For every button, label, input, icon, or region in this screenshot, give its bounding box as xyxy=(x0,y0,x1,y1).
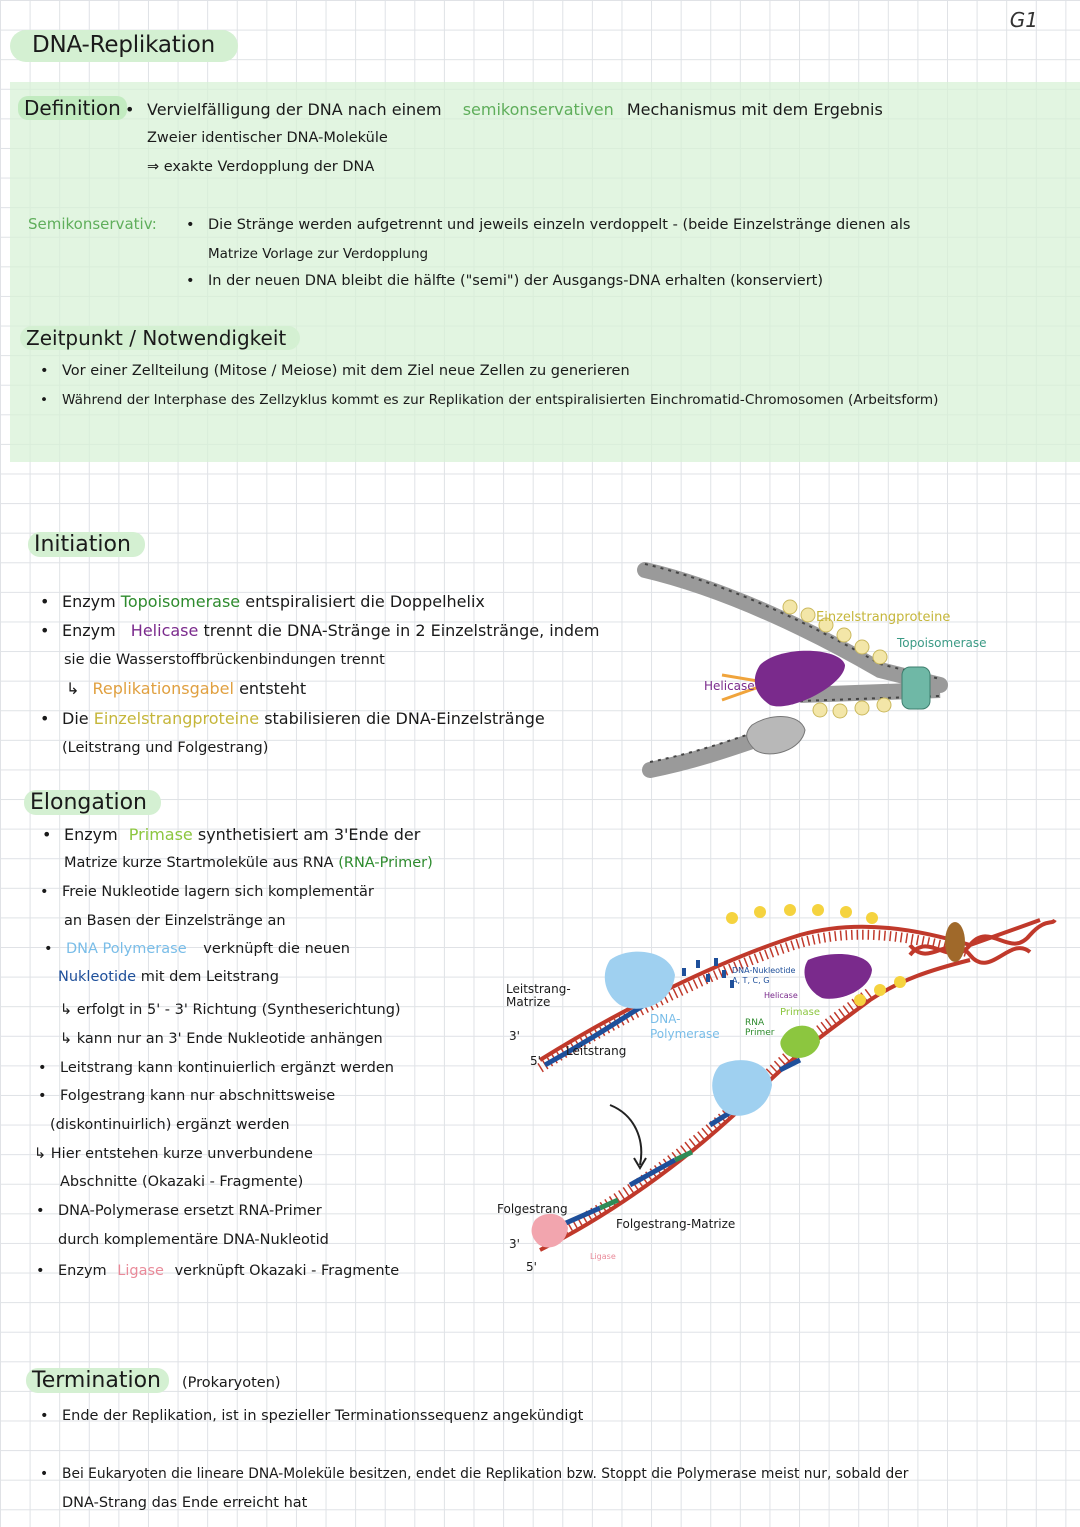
elongation-bullet-4: • Leitstrang kann kontinuierlich ergänzt werden xyxy=(60,1058,394,1078)
d2-ligase-label: Ligase xyxy=(590,1252,616,1261)
initiation-b3-c: stabilisieren die DNA-Einzelstränge xyxy=(264,709,545,728)
polymerase-top-shape xyxy=(605,952,675,1009)
elongation-b7-c: verknüpft Okazaki - Fragmente xyxy=(174,1263,400,1279)
termination-bullet-2: • Bei Eukaryoten die lineare DNA-Moleküle besitzen, endet die Replikation bzw. Stoppt die Polymerase meist nur, sobald der xyxy=(62,1464,908,1484)
definition-heading xyxy=(18,96,127,120)
d2-nukleotide-title: DNA-Nukleotide xyxy=(732,966,796,975)
elongation-bullet-3-line-2 xyxy=(58,967,279,987)
diagram1-einzelstrang-label: Einzelstrangproteine xyxy=(816,610,951,625)
elongation-bullet-3 xyxy=(66,939,350,959)
termination-bullet-2-line-2: DNA-Strang das Ende erreicht hat xyxy=(62,1495,308,1511)
arrow-icon: ↳ xyxy=(66,679,80,698)
d2-leitstrang-label: Leitstrang xyxy=(566,1044,627,1058)
definition-line-3: ⇒ exakte Verdopplung der DNA xyxy=(147,159,375,175)
elongation-heading xyxy=(24,790,161,815)
elongation-bullet-6: • DNA-Polymerase ersetzt RNA-Primer xyxy=(58,1201,322,1221)
initiation-b1-a: Enzym xyxy=(62,592,116,611)
topoisomerase-shape xyxy=(902,667,930,709)
definition-semikonservativ-term: semikonservativen xyxy=(462,100,614,119)
d2-five-prime-bottom: 5' xyxy=(526,1260,537,1274)
initiation-b3-a: Die xyxy=(62,709,89,728)
semikonservativ-label: Semikonservativ: xyxy=(28,215,157,233)
initiation-bullet-3-line-2: (Leitstrang und Folgestrang) xyxy=(62,740,269,756)
elongation-bullet-5: • Folgestrang kann nur abschnittsweise xyxy=(60,1086,335,1106)
definition-text-a: Vervielfälligung der DNA nach einem xyxy=(147,100,442,119)
elongation-bullet-6-line-2: durch komplementäre DNA-Nukleotid xyxy=(58,1232,329,1248)
initiation-b1-c: entspiralisiert die Doppelhelix xyxy=(245,592,485,611)
nukleotide-term: Nukleotide xyxy=(58,969,137,985)
d2-three-prime-bottom: 3' xyxy=(509,1237,520,1251)
polymerase-grey-shape xyxy=(747,717,805,754)
d2-primase-label: Primase xyxy=(780,1007,820,1018)
termination-label: Termination xyxy=(26,1368,169,1393)
elongation-sub-2: ↳ kann nur an 3' Ende Nukleotide anhängen xyxy=(60,1031,383,1047)
initiation-bullet-2-line-2: sie die Wasserstoffbrückenbindungen trennt xyxy=(64,652,385,668)
elongation-bullet-2: • Freie Nukleotide lagern sich komplementär xyxy=(62,882,374,902)
d2-three-prime-top: 3' xyxy=(509,1029,520,1043)
initiation-heading xyxy=(28,532,145,557)
semikonservativ-bullet-2: • In der neuen DNA bleibt die hälfte ("semi") der Ausgangs-DNA erhalten (konserviert) xyxy=(208,271,823,291)
initiation-label: Initiation xyxy=(28,532,145,557)
elongation-bullet-7 xyxy=(58,1261,399,1281)
elongation-b1-c: synthetisiert am 3'Ende der xyxy=(197,825,421,844)
elongation-diagram xyxy=(500,890,1060,1280)
d2-bases: A, T, C, G xyxy=(732,976,770,985)
elongation-sub-1: ↳ erfolgt in 5' - 3' Richtung (Syntheserichtung) xyxy=(60,1002,401,1018)
semikonservativ-bullet-1: • Die Stränge werden aufgetrennt und jeweils einzeln verdoppelt - (beide Einzelstränge dienen als xyxy=(208,215,910,235)
elongation-b1-line2-a: Matrize kurze Startmoleküle aus RNA xyxy=(64,855,334,871)
elongation-bullet-5-line-2: (diskontinuirlich) ergänzt werden xyxy=(50,1117,290,1133)
initiation-b2-c: trennt die DNA-Stränge in 2 Einzelstränge, indem xyxy=(203,621,600,640)
d2-dna-polymerase-label: DNA-Polymerase xyxy=(650,1012,720,1041)
replikationsgabel-term: Replikationsgabel xyxy=(92,679,234,698)
zeitpunkt-heading xyxy=(20,326,300,350)
elongation-bullet-1 xyxy=(64,824,420,846)
elongation-bullet-5-line-3: ↳ Hier entstehen kurze unverbundene xyxy=(34,1146,313,1162)
page-number: G1 xyxy=(1009,8,1038,32)
topoisomerase-shape xyxy=(945,922,965,962)
elongation-b1-a: Enzym xyxy=(64,825,118,844)
initiation-bullet-1 xyxy=(62,591,485,613)
d2-helicase-label: Helicase xyxy=(764,991,798,1000)
initiation-bullet-2 xyxy=(62,620,599,642)
primase-term: Primase xyxy=(128,825,193,844)
initiation-diagram xyxy=(640,555,980,805)
termination-suffix: (Prokaryoten) xyxy=(182,1375,281,1391)
elongation-b3-line2-b: mit dem Leitstrang xyxy=(140,969,279,985)
primase-shape xyxy=(780,1026,820,1058)
initiation-b2-line3-c: entsteht xyxy=(239,679,307,698)
d2-nukleotide-label xyxy=(732,966,795,986)
d2-rna-primer-label: RNA Primer xyxy=(745,1018,775,1038)
definition-line-1 xyxy=(147,99,883,121)
d2-folgestrang-matrize-label: Folgestrang-Matrize xyxy=(616,1217,736,1231)
termination-heading xyxy=(26,1368,281,1393)
semikonservativ-bullet-1-line-2: Matrize Vorlage zur Verdopplung xyxy=(208,246,429,262)
helicase-term: Helicase xyxy=(130,621,199,640)
termination-bullet-1: • Ende der Replikation, ist in spezieller Terminationssequenz angekündigt xyxy=(62,1406,583,1426)
page-title: DNA-Replikation xyxy=(32,32,215,58)
elongation-bullet-5-line-4: Abschnitte (Okazaki - Fragmente) xyxy=(60,1174,304,1190)
initiation-bullet-3 xyxy=(62,708,545,730)
zeitpunkt-bullet-2: • Während der Interphase des Zellzyklus kommt es zur Replikation der entspiralisierten Einchromatid-Chromosomen (Arbeitsform) xyxy=(62,390,938,410)
elongation-b7-a: Enzym xyxy=(58,1263,107,1279)
rna-primer-term: (RNA-Primer) xyxy=(338,855,433,871)
initiation-bullet-2-line-3 xyxy=(66,678,306,700)
definition-line-2: Zweier identischer DNA-Moleküle xyxy=(147,130,388,146)
definition-bullet-dot: • xyxy=(125,100,135,119)
d2-leitstrang-matrize-label: Leitstrang-Matrize xyxy=(506,982,571,1009)
einzelstrangproteine-term: Einzelstrangproteine xyxy=(93,709,260,728)
curved-arrow-icon xyxy=(610,1105,641,1165)
d2-folgestrang-label: Folgestrang xyxy=(497,1202,568,1216)
elongation-bullet-2-line-2: an Basen der Einzelstränge an xyxy=(64,913,286,929)
d2-five-prime-top: 5' xyxy=(530,1054,541,1068)
ligase-shape xyxy=(532,1214,568,1248)
definition-text-c: Mechanismus mit dem Ergebnis xyxy=(626,100,883,119)
polymerase-bottom-shape xyxy=(712,1060,772,1116)
zeitpunkt-label: Zeitpunkt / Notwendigkeit xyxy=(20,326,300,350)
definition-label: Definition xyxy=(18,96,127,120)
elongation-label: Elongation xyxy=(24,790,161,815)
helicase-shape xyxy=(804,954,872,999)
topoisomerase-term: Topoisomerase xyxy=(120,592,241,611)
elongation-b3-b: verknüpft die neuen xyxy=(203,941,350,957)
diagram1-topo-label: Topoisomerase xyxy=(897,636,987,650)
initiation-b2-a: Enzym xyxy=(62,621,116,640)
ligase-term: Ligase xyxy=(117,1263,164,1279)
zeitpunkt-bullet-1: • Vor einer Zellteilung (Mitose / Meiose) mit dem Ziel neue Zellen zu generieren xyxy=(62,361,630,381)
diagram1-helicase-label: Helicase xyxy=(704,679,755,693)
elongation-bullet-1-line-2 xyxy=(64,853,433,873)
dna-polymerase-term: DNA Polymerase xyxy=(66,941,187,957)
